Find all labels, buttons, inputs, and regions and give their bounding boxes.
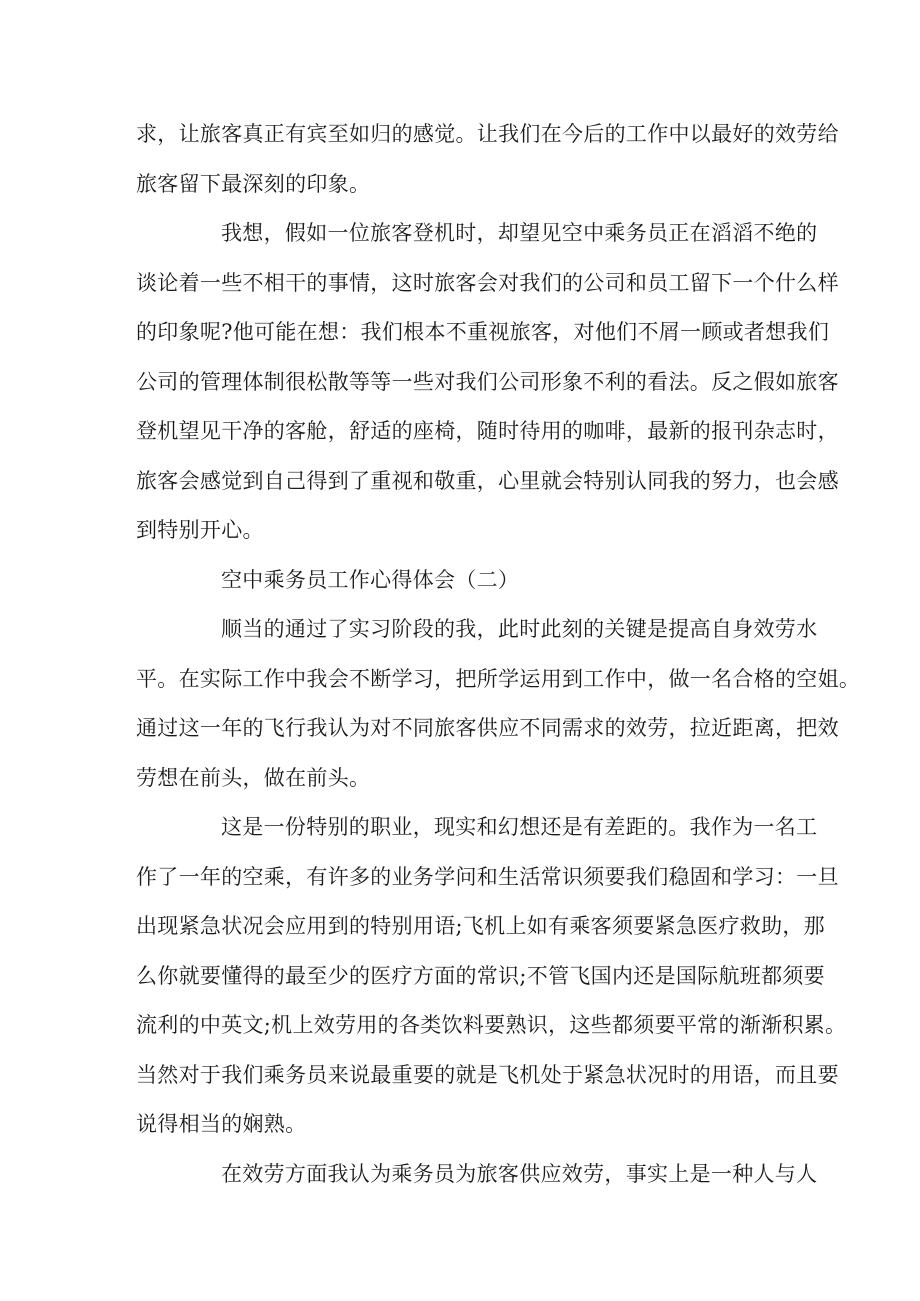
text-line: 劳想在前头，做在前头。 bbox=[136, 766, 371, 790]
text-line: 顺当的通过了实习阶段的我，此时此刻的关键是提高自身效劳水 bbox=[221, 617, 818, 641]
text-line: 流利的中英文;机上效劳用的各类饮料要熟识，这些都须要平常的渐渐积累。 bbox=[136, 1013, 847, 1037]
text-line: 登机望见干净的客舱，舒适的座椅，随时待用的咖啡，最新的报刊杂志时， bbox=[136, 419, 839, 443]
text-line: 我想，假如一位旅客登机时，却望见空中乘务员正在滔滔不绝的 bbox=[221, 221, 818, 245]
text-line: 出现紧急状况会应用到的特别用语;飞机上如有乘客须要紧急医疗救助，那 bbox=[136, 914, 825, 938]
text-line: 平。在实际工作中我会不断学习，把所学运用到工作中，做一名合格的空姐。 bbox=[136, 667, 861, 691]
text-line: 么你就要懂得的最至少的医疗方面的常识;不管飞国内还是国际航班都须要 bbox=[136, 964, 825, 988]
text-line: 旅客会感觉到自己得到了重视和敬重，心里就会特别认同我的努力，也会感 bbox=[136, 469, 839, 493]
text-line: 谈论着一些不相干的事情，这时旅客会对我们的公司和员工留下一个什么样 bbox=[136, 271, 839, 295]
text-line: 说得相当的娴熟。 bbox=[136, 1112, 307, 1136]
text-line: 求，让旅客真正有宾至如归的感觉。让我们在今后的工作中以最好的效劳给 bbox=[136, 122, 839, 146]
text-line: 在效劳方面我认为乘务员为旅客供应效劳，事实上是一种人与人 bbox=[221, 1162, 818, 1186]
text-line: 旅客留下最深刻的印象。 bbox=[136, 172, 371, 196]
text-line: 这是一份特别的职业，现实和幻想还是有差距的。我作为一名工 bbox=[221, 815, 818, 839]
text-line: 的印象呢?他可能在想：我们根本不重视旅客，对他们不屑一顾或者想我们 bbox=[136, 320, 830, 344]
text-line: 到特别开心。 bbox=[136, 518, 264, 542]
text-line: 当然对于我们乘务员来说最重要的就是飞机处于紧急状况时的用语，而且要 bbox=[136, 1063, 839, 1087]
text-line: 公司的管理体制很松散等等一些对我们公司形象不利的看法。反之假如旅客 bbox=[136, 370, 839, 394]
text-line: 通过这一年的飞行我认为对不同旅客供应不同需求的效劳，拉近距离，把效 bbox=[136, 716, 839, 740]
section-heading: 空中乘务员工作心得体会（二） bbox=[221, 568, 520, 592]
text-line: 作了一年的空乘，有许多的业务学问和生活常识须要我们稳固和学习：一旦 bbox=[136, 865, 839, 889]
